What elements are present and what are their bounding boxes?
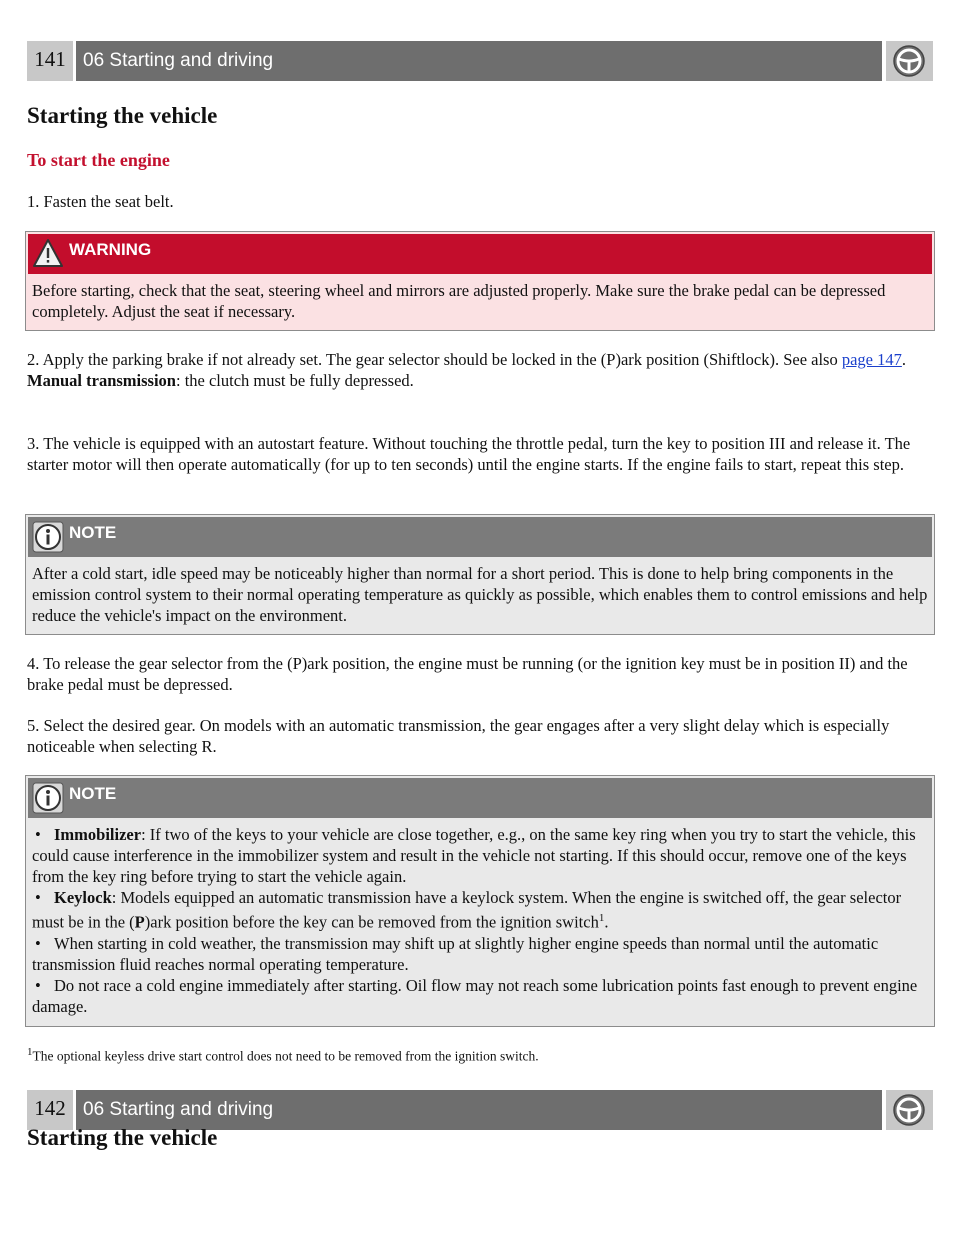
list-item: • Immobilizer: If two of the keys to your vehicle are close together, e.g., on the same key ring when you try to start the vehicle, this could cause interference in the immobilizer system and result in the vehicle not starting. If this should occur, remove one of the keys from the key ring before trying to start the vehicle again.: [32, 825, 916, 886]
footnote-ref: 1: [598, 912, 605, 924]
list-item: • Do not race a cold engine immediately after starting. Oil flow may not reach some lubrication points fast enough to prevent engine damage.: [32, 975, 918, 1016]
chapter-title: 06 Starting and driving: [76, 41, 882, 81]
note-box-2: [25, 775, 935, 1027]
info-icon: [32, 782, 64, 819]
keylock-label: Keylock: [54, 888, 112, 907]
steering-wheel-icon: [886, 41, 933, 81]
list-item: • Keylock: Models equipped an automatic transmission have a keylock system. When the engine is switched off, the gear selector must be in the (P)ark position before the key can be removed from the ignition switch$^1$.: [32, 888, 902, 932]
note-list: [26, 818, 934, 1023]
footnote-text: The optional keyless drive start control does not need to be removed from the ignition switch.: [32, 1048, 539, 1064]
manual-transmission-text: : the clutch must be fully depressed.: [175, 371, 414, 390]
note-header-1: [28, 517, 932, 557]
subsection-title: To start the engine: [27, 150, 170, 170]
cold-weather-text: When starting in cold weather, the transmission may shift up at slightly higher engine speeds than normal until the automatic transmission fluid reaches normal operating temperature.: [32, 933, 879, 974]
note-title-1: NOTE: [69, 523, 117, 542]
note-text-1: After a cold start, idle speed may be noticeably higher than normal for a short period. This is done to help bring components in the emission control system to their normal operating temperature as quickly as possible, which enables them to control emissions and help reduce the vehicle's impact on the environment.: [32, 564, 928, 625]
note-title-2: NOTE: [69, 784, 117, 803]
manual-transmission-label: Manual transmission: [27, 371, 176, 390]
page-number: 141: [27, 41, 73, 81]
step-5: 5. Select the desired gear. On models with an automatic transmission, the gear engages after a very slight delay which is especially noticeable when selecting R.: [27, 716, 890, 756]
section-title-2: Starting the vehicle: [27, 1125, 218, 1150]
warning-box: [25, 231, 935, 331]
step-2-period: .: [901, 350, 907, 369]
warning-text: Before starting, check that the seat, steering wheel and mirrors are adjusted properly. Make sure the brake pedal can be depressed completely. Adjust the seat if necessary.: [32, 281, 886, 321]
chapter-title-2: 06 Starting and driving: [76, 1090, 882, 1130]
list-item: • When starting in cold weather, the transmission may shift up at slightly higher engine speeds than normal until the automatic transmission fluid reaches normal operating temperature.: [32, 933, 879, 974]
keylock-text-b: )ark position before the key can be removed from the ignition switch: [144, 912, 599, 932]
warning-triangle-icon: [32, 238, 64, 273]
warning-header: [28, 234, 932, 274]
step-3: 3. The vehicle is equipped with an autostart feature. Without touching the throttle pedal, turn the key to position III and release it. The starter motor will then operate automatically (for up to ten seconds) until the engine starts. If the engine fails to start, repeat this step.: [27, 434, 911, 474]
warning-title: WARNING: [69, 240, 152, 259]
step-1: 1. Fasten the seat belt.: [27, 192, 174, 211]
immobilizer-label: Immobilizer: [54, 825, 142, 844]
page-number-2: 142: [27, 1090, 73, 1130]
note-header-2: [28, 778, 932, 818]
step-4: 4. To release the gear selector from the (P)ark position, the engine must be running (or the ignition key must be in position II) and the brake pedal must be depressed.: [27, 654, 908, 694]
note-box-1: [25, 514, 935, 635]
section-title: Starting the vehicle: [27, 103, 218, 128]
keylock-p: P: [134, 912, 145, 932]
page-header: [27, 41, 933, 81]
footnote-number: 1: [27, 1046, 33, 1058]
step-2-text: 2. Apply the parking brake if not already set. The gear selector should be locked in the (P)ark position (Shiftlock). See also: [27, 350, 842, 369]
footnote: [27, 1046, 539, 1065]
cold-engine-text: Do not race a cold engine immediately after starting. Oil flow may not reach some lubrication points fast enough to prevent engine damage.: [32, 975, 918, 1016]
keylock-end: .: [604, 912, 609, 932]
page-147-link[interactable]: page 147: [841, 350, 902, 369]
keylock-text-a: : Models equipped an automatic transmission have a keylock system. When the engine is switched off, the gear selector must be in the (: [32, 888, 902, 932]
info-icon: [32, 521, 64, 558]
immobilizer-text: : If two of the keys to your vehicle are close together, e.g., on the same key ring when you try to start the vehicle, this could cause interference in the immobilizer system and result in the vehicle not starting. If this should occur, remove one of the keys from the key ring before trying to start the vehicle again.: [32, 825, 916, 886]
steering-wheel-icon: [886, 1090, 933, 1130]
step-2: [27, 349, 933, 391]
